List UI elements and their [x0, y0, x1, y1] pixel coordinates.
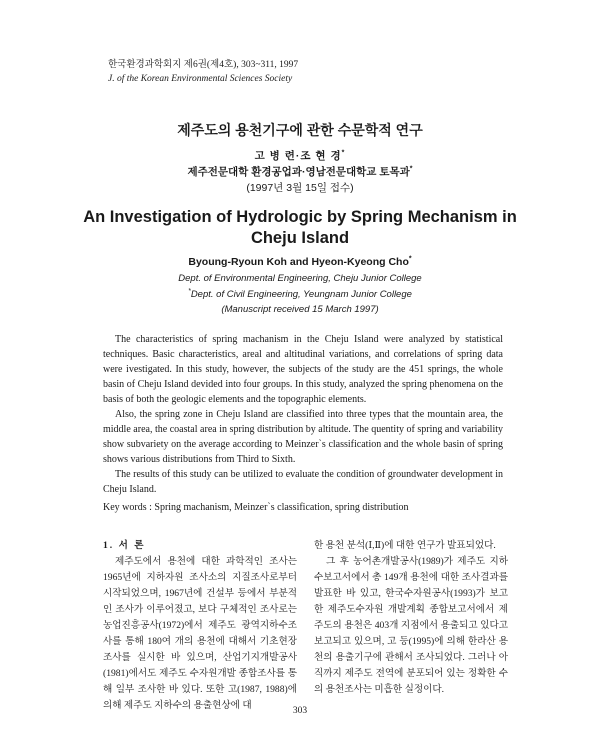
abstract-paragraph-1: The characteristics of spring machanism in the Cheju Island were analyzed by statistical techniques. Basic characteristics, areal and altitudinal variations, and correlations of spring data were ivestigated. In this study, however, the subjects of the study are the 451 springs, the whole basin of Cheju Island devided into four groups. In this study, analyzed the spring phenomena on the basis of both the geologic elements and the topographic elements. — [103, 334, 503, 405]
korean-affiliation — [0, 164, 600, 179]
body-paragraph: 그 후 농어촌개발공사(1989)가 제주도 지하수보고서에서 총 149개 용천에 대한 조사결과를 발표한 바 있고, 한국수자원공사(1993)가 보고한 제주도수자원 개발계획 종합보고서에서 제주도의 용천은 403개 지점에서 용출되고 있다고 보고되고 있으며, 고 등(1995)에 의해 한라산 용천의 용출기구에 관해서 조사되었다. 그러나 아직까지 제주도 전역에 분포되어 있는 정확한 수의 용천조사는 미흡한 실정이다. — [314, 556, 508, 695]
english-affiliation-1: Dept. of Environmental Engineering, Cheju Junior College — [178, 273, 422, 284]
english-authors-text: Byoung-Ryoun Koh and Hyeon-Kyeong Cho — [188, 256, 409, 268]
korean-received-date: (1997년 3월 15일 접수) — [246, 182, 354, 194]
english-affiliations — [0, 272, 600, 302]
korean-affiliation-mark: * — [409, 165, 413, 173]
body-paragraph: 제주도에서 용천에 대한 과학적인 조사는 1965년에 지하자원 조사소의 지질조사로부터 시작되었으며, 1967년에 건설부 등에서 부분적인 조사가 이루어졌고, 보다 구체적인 조사로는 농업진흥공사(1972)에서 제주도 광역지하수조사를 통해 180여 개의 용천에 대해서 기초현장조사를 실시한 바 있으며, 산업기지개발공사(1981)에서도 제주도 수자원개발 종합조사를 통해 일부 조사한 바 있다. 또한 고(1987, 1988)에 의해 제주도 지하수의 용출현상에 대 — [103, 556, 297, 711]
abstract-paragraph-2: Also, the spring zone in Cheju Island are classified into three types that the mountain area, the middle area, the coastal area in spring distribution by altitude. The quentity of spring and variability show subvariety on the average according to Meinzer`s classification and the whole basin of spring shows various distributions from Third to Sixth. — [103, 409, 503, 465]
english-affiliation-2: Dept. of Civil Engineering, Yeungnam Junior College — [190, 289, 412, 300]
english-title: An Investigation of Hydrologic by Spring Mechanism in Cheju Island — [83, 208, 517, 247]
journal-name-english: J. of the Korean Environmental Sciences Society — [108, 74, 293, 84]
korean-authors-text: 고 병 련·조 현 경 — [254, 150, 342, 162]
korean-affiliation-text: 제주전문대학 환경공업과·영남전문대학교 토목과 — [187, 166, 410, 178]
body-paragraph: 한 용천 분석(Ⅰ,Ⅱ)에 대한 연구가 발표되었다. — [314, 540, 496, 551]
abstract-paragraph-3: The results of this study can be utilized to evaluate the condition of groundwater development in Cheju Island. — [103, 469, 503, 495]
journal-header — [108, 58, 298, 86]
journal-name-korean: 한국환경과학회지 제6권(제4호), 303~311, 1997 — [108, 60, 299, 70]
keywords: Key words : Spring machanism, Meinzer`s classification, spring distribution — [103, 502, 409, 513]
body-column-right — [314, 538, 508, 698]
abstract — [103, 332, 503, 497]
english-authors-mark: * — [408, 255, 412, 263]
english-affiliation-2-line — [0, 288, 600, 302]
korean-authors-mark: * — [341, 149, 346, 157]
section-heading-introduction: 1. 서 론 — [103, 540, 146, 551]
english-affiliation-2-mark: * — [188, 287, 191, 295]
page-number: 303 — [292, 706, 308, 716]
english-received-date: (Manuscript received 15 March 1997) — [221, 304, 379, 315]
korean-authors — [0, 148, 600, 163]
body-column-left — [103, 538, 297, 714]
english-authors — [0, 256, 600, 268]
korean-title: 제주도의 용천기구에 관한 수문학적 연구 — [177, 122, 423, 138]
